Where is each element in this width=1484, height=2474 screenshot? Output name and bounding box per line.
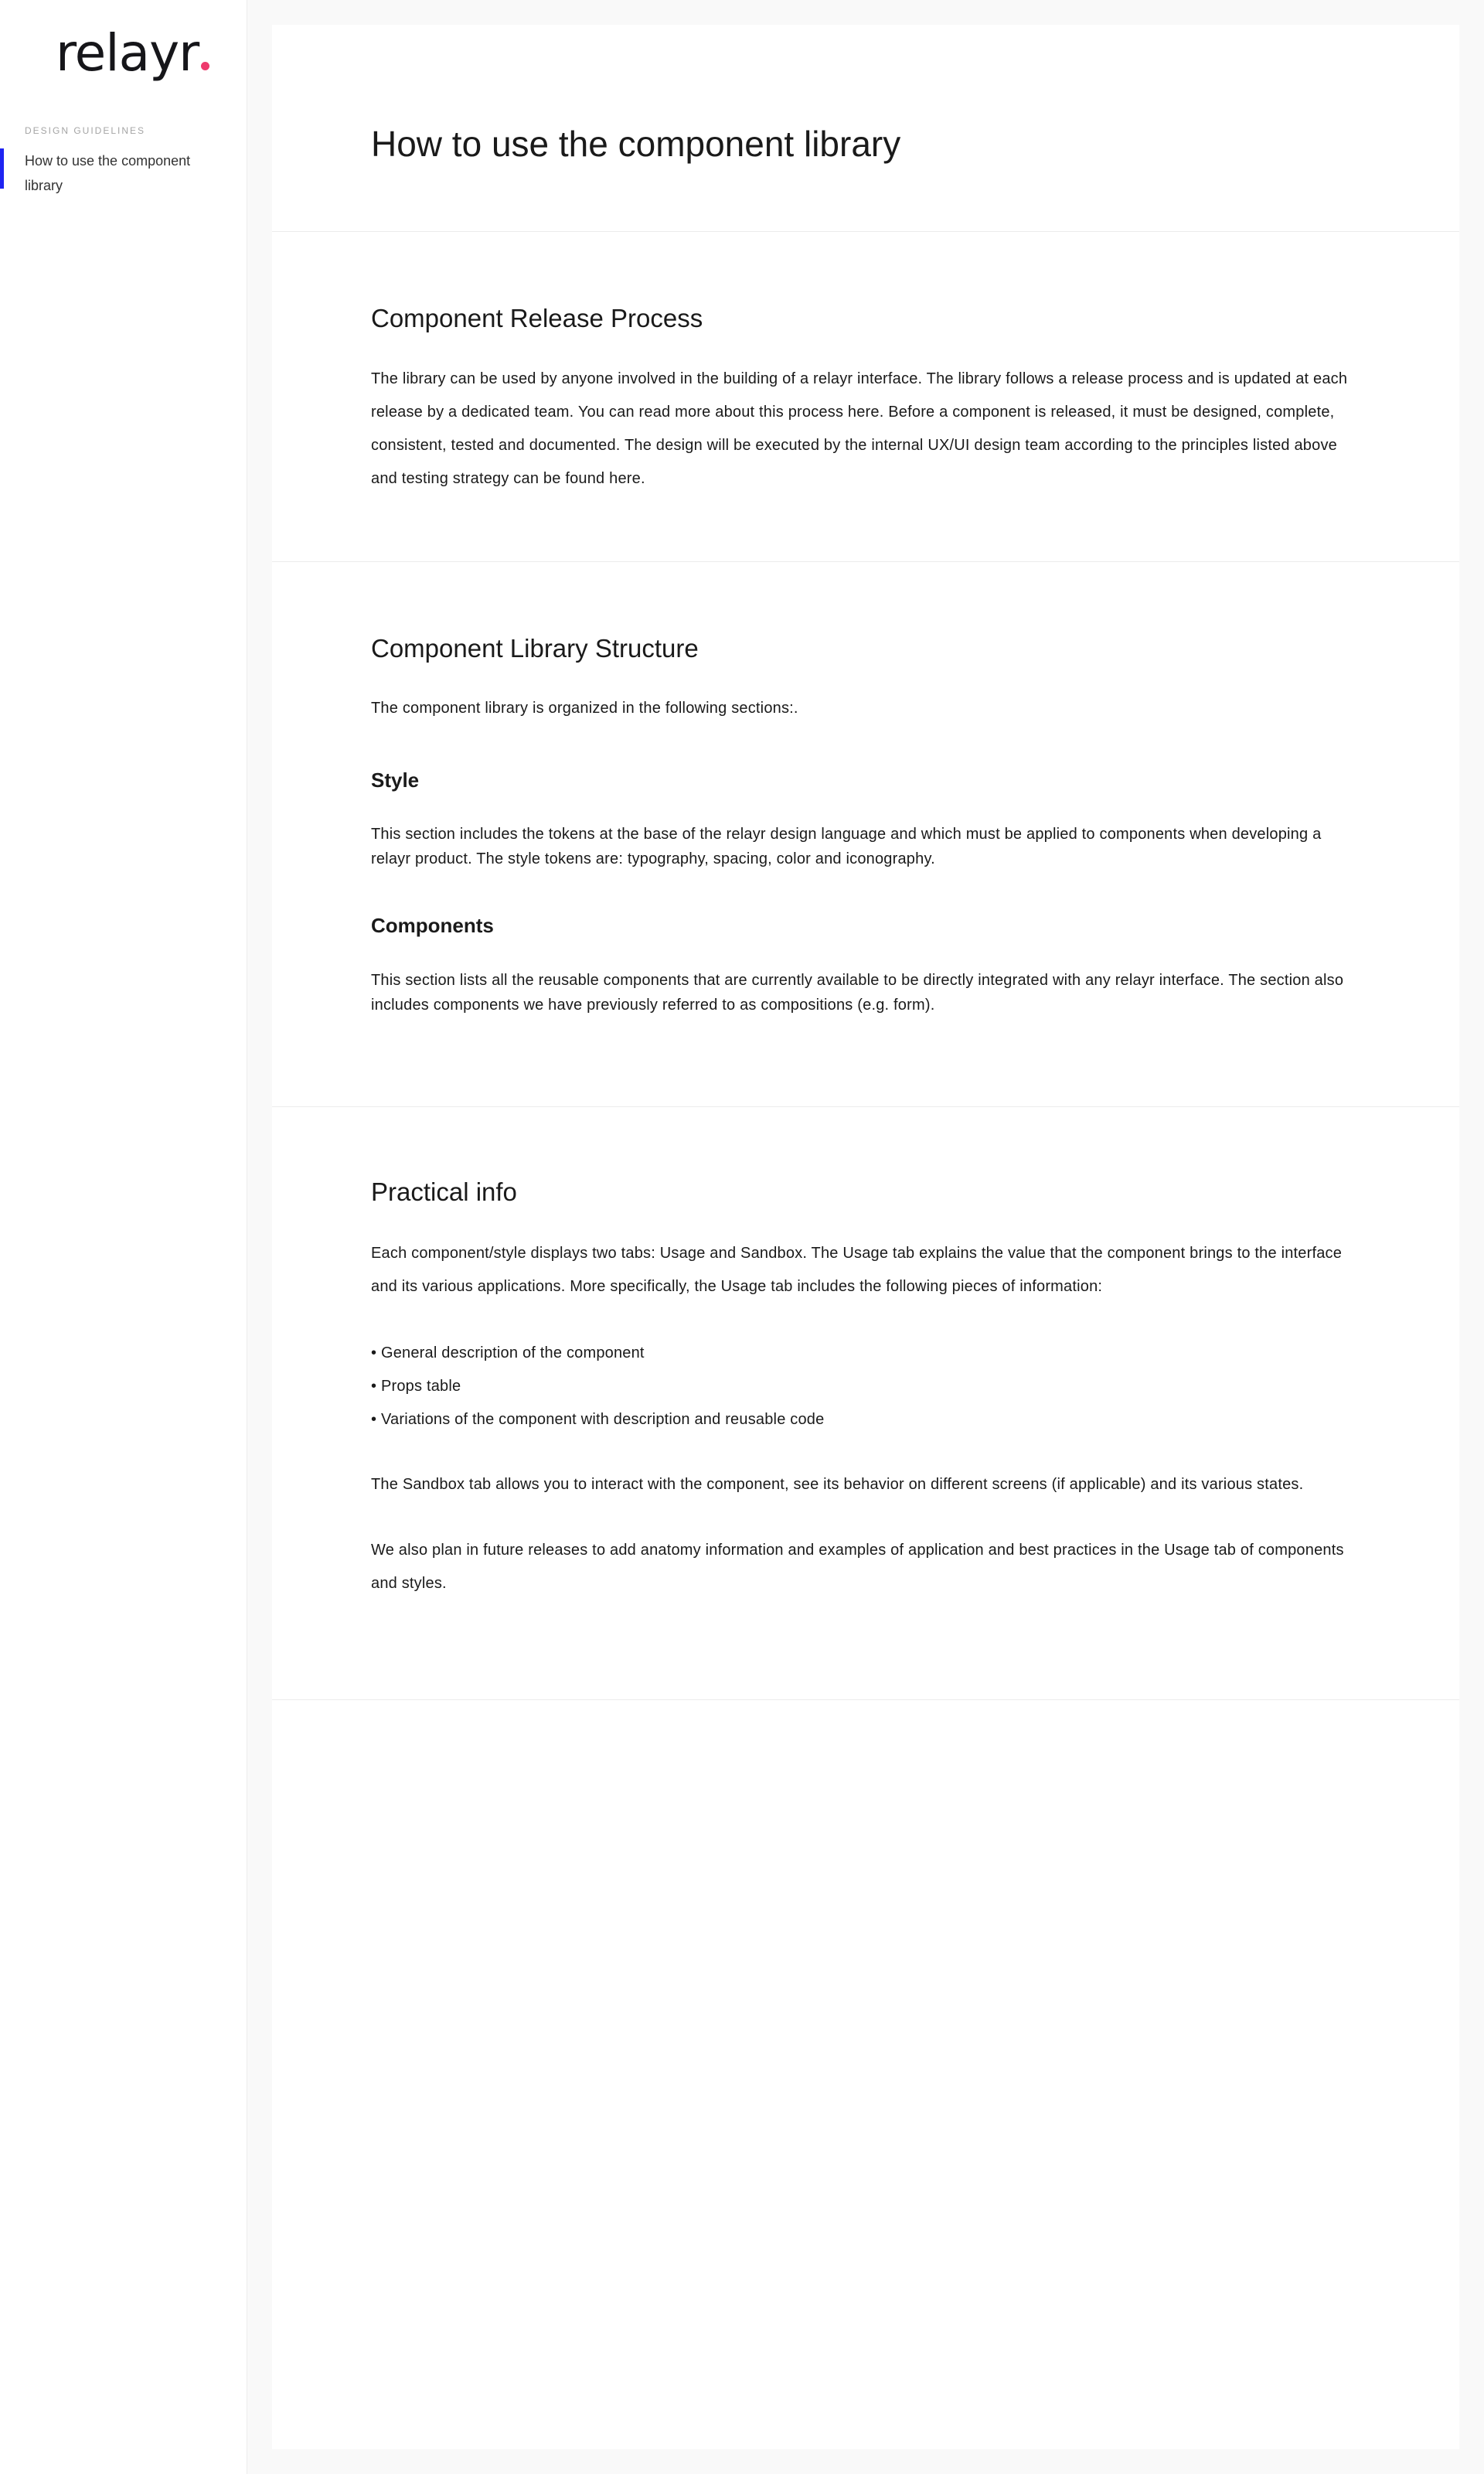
main-content: [272, 25, 1459, 2449]
title-section: [272, 25, 1459, 232]
structure-title: Component Library Structure: [371, 634, 699, 663]
style-title: Style: [371, 768, 420, 792]
list-item: • Variations of the component with description and reusable code: [371, 1411, 825, 1428]
release-title: Component Release Process: [371, 304, 703, 332]
logo-dot-icon: [201, 62, 209, 70]
style-body: This section includes the tokens at the base of the relayr design language and which must be applied to components when developing a relayr product. The style tokens are: typography, spacing, color and iconography.: [371, 826, 1322, 867]
components-title: Components: [371, 914, 494, 937]
practical-section: [272, 1107, 1459, 1700]
structure-section: [272, 562, 1459, 1107]
practical-title: Practical info: [371, 1177, 517, 1206]
page-title: How to use the component library: [371, 124, 901, 164]
nav-heading: DESIGN GUIDELINES: [25, 125, 146, 136]
info-list: [371, 1337, 1360, 1436]
release-body: The library can be used by anyone involved in the building of a relayr interface. The library follows a release process and is updated at each release by a dedicated team. You can read more about this process here. Before a component is released, it must be designed, complete, consistent, tested and documented. The design will be executed by the internal UX/UI design team according to the principles listed above and testing strategy can be found here.: [371, 370, 1348, 487]
release-section: [272, 232, 1459, 562]
relayr-logo[interactable]: [56, 23, 209, 83]
list-item: • Props table: [371, 1378, 461, 1395]
practical-intro: Each component/style displays two tabs: Usage and Sandbox. The Usage tab explains the value that the component brings to the interface and its various applications. More specifically, the Usage tab includes the following pieces of information:: [371, 1245, 1343, 1295]
list-item: • General description of the component: [371, 1344, 645, 1361]
future-body: We also plan in future releases to add anatomy information and examples of application and best practices in the Usage tab of components and styles.: [371, 1542, 1344, 1592]
sandbox-body: The Sandbox tab allows you to interact with the component, see its behavior on different screens (if applicable) and its various states.: [371, 1476, 1304, 1493]
sidebar: [0, 0, 247, 2474]
components-body: This section lists all the reusable components that are currently available to be directly integrated with any relayr interface. The section also includes components we have previously referred to as compositions (e.g. form).: [371, 972, 1344, 1014]
structure-intro: The component library is organized in the following sections:.: [371, 700, 798, 717]
active-indicator: [0, 148, 4, 189]
sidebar-item-label: How to use the component library: [25, 153, 191, 193]
logo-text: relayr: [56, 23, 199, 83]
sidebar-item-how-to-use[interactable]: [0, 148, 232, 198]
